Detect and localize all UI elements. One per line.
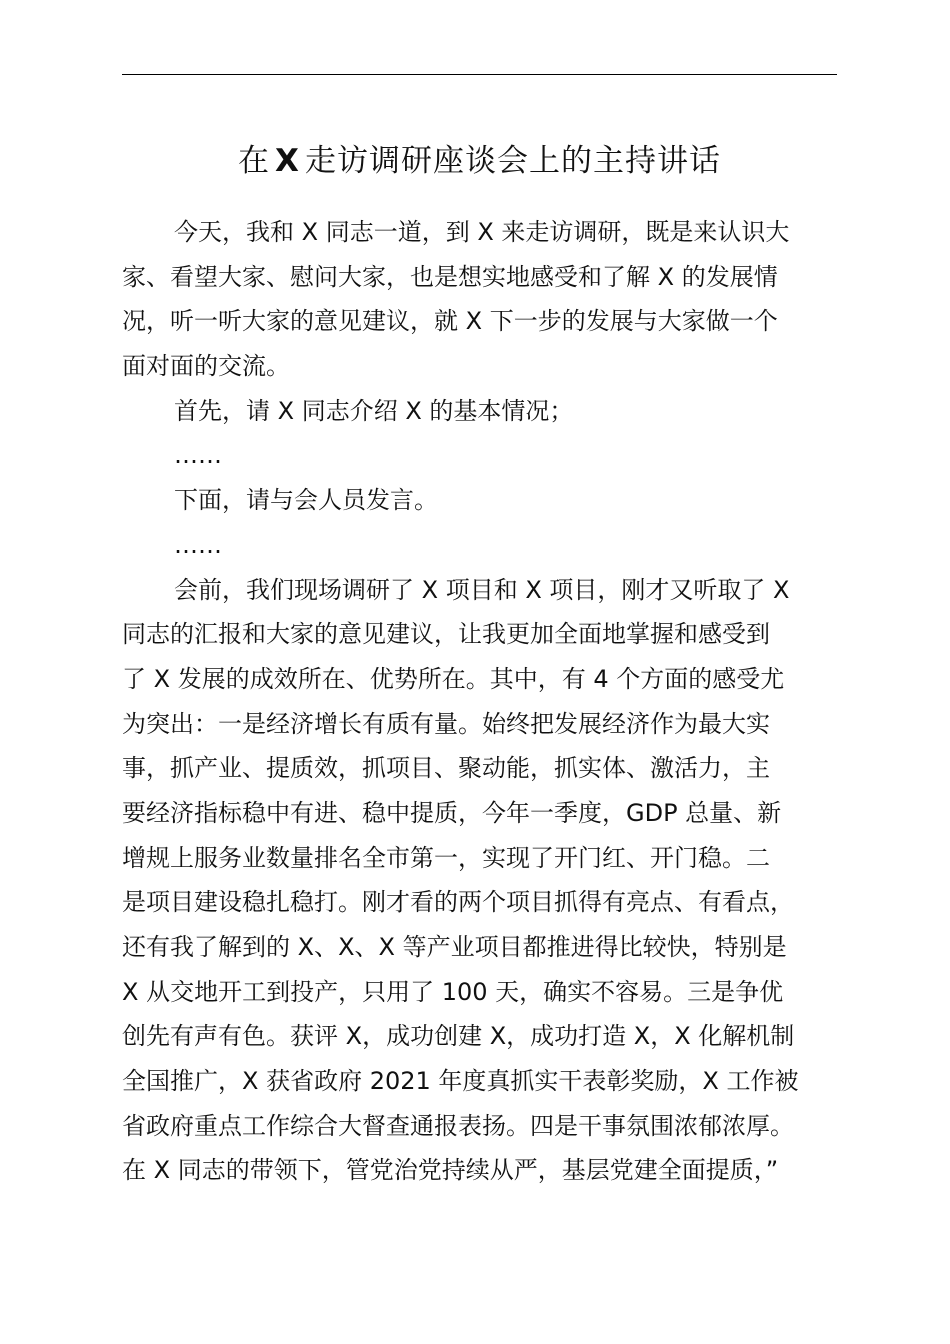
paragraph-line: 首先，请 X 同志介绍 X 的基本情况； [174,396,574,425]
paragraph-line: 会前，我们现场调研了 X 项目和 X 项目，刚才又听取了 X [174,575,790,604]
paragraph-line: 创先有声有色。获评 X，成功创建 X，成功打造 X，X 化解机制 [122,1022,795,1051]
paragraph-line: 事，抓产业、提质效，抓项目、聚动能，抓实体、激活力，主 [122,754,770,783]
paragraph-line: 在 X 同志的带领下，管党治党持续从严，基层党建全面提质，” [122,1156,779,1185]
ellipsis-line: …… [174,441,222,470]
document-title [122,138,837,184]
paragraph-line: 为突出：一是经济增长有质有量。始终把发展经济作为最大实 [122,709,770,738]
paragraph-line: X 从交地开工到投产，只用了 100 天，确实不容易。三是争优 [122,977,784,1006]
paragraph-line: 省政府重点工作综合大督查通报表扬。四是干事氛围浓郁浓厚。 [122,1111,794,1140]
paragraph-line: 下面，请与会人员发言。 [174,486,438,515]
paragraph-line: 今天，我和 X 同志一道，到 X 来走访调研，既是来认识大 [174,218,790,246]
title-prefix: 在 [238,143,271,179]
paragraph-line: 同志的汇报和大家的意见建议，让我更加全面地掌握和感受到 [122,620,770,649]
paragraph-line: 家、看望大家、慰问大家，也是想实地感受和了解 X 的发展情 [122,262,778,291]
ellipsis-line: …… [174,530,222,559]
title-highlight: X [275,143,300,179]
paragraph-line: 是项目建设稳扎稳打。刚才看的两个项目抓得有亮点、有看点， [122,888,794,917]
paragraph-line: 了 X 发展的成效所在、优势所在。其中，有 4 个方面的感受尤 [122,664,785,693]
document-body [122,210,837,1193]
paragraph-line: 增规上服务业数量排名全市第一，实现了开门红、开门稳。二 [122,843,770,872]
paragraph-line: 还有我了解到的 X、X、X 等产业项目都推进得比较快，特别是 [122,933,787,961]
title-suffix: 走访调研座谈会上的主持讲话 [304,143,721,179]
paragraph-line: 全国推广，X 获省政府 2021 年度真抓实干表彰奖励，X 工作被 [122,1067,799,1096]
paragraph-line: 况，听一听大家的意见建议，就 X 下一步的发展与大家做一个 [122,307,778,336]
paragraph-line: 面对面的交流。 [122,352,290,381]
paragraph-line: 要经济指标稳中有进、稳中提质，今年一季度，GDP 总量、新 [122,798,782,827]
header-rule [122,74,837,75]
